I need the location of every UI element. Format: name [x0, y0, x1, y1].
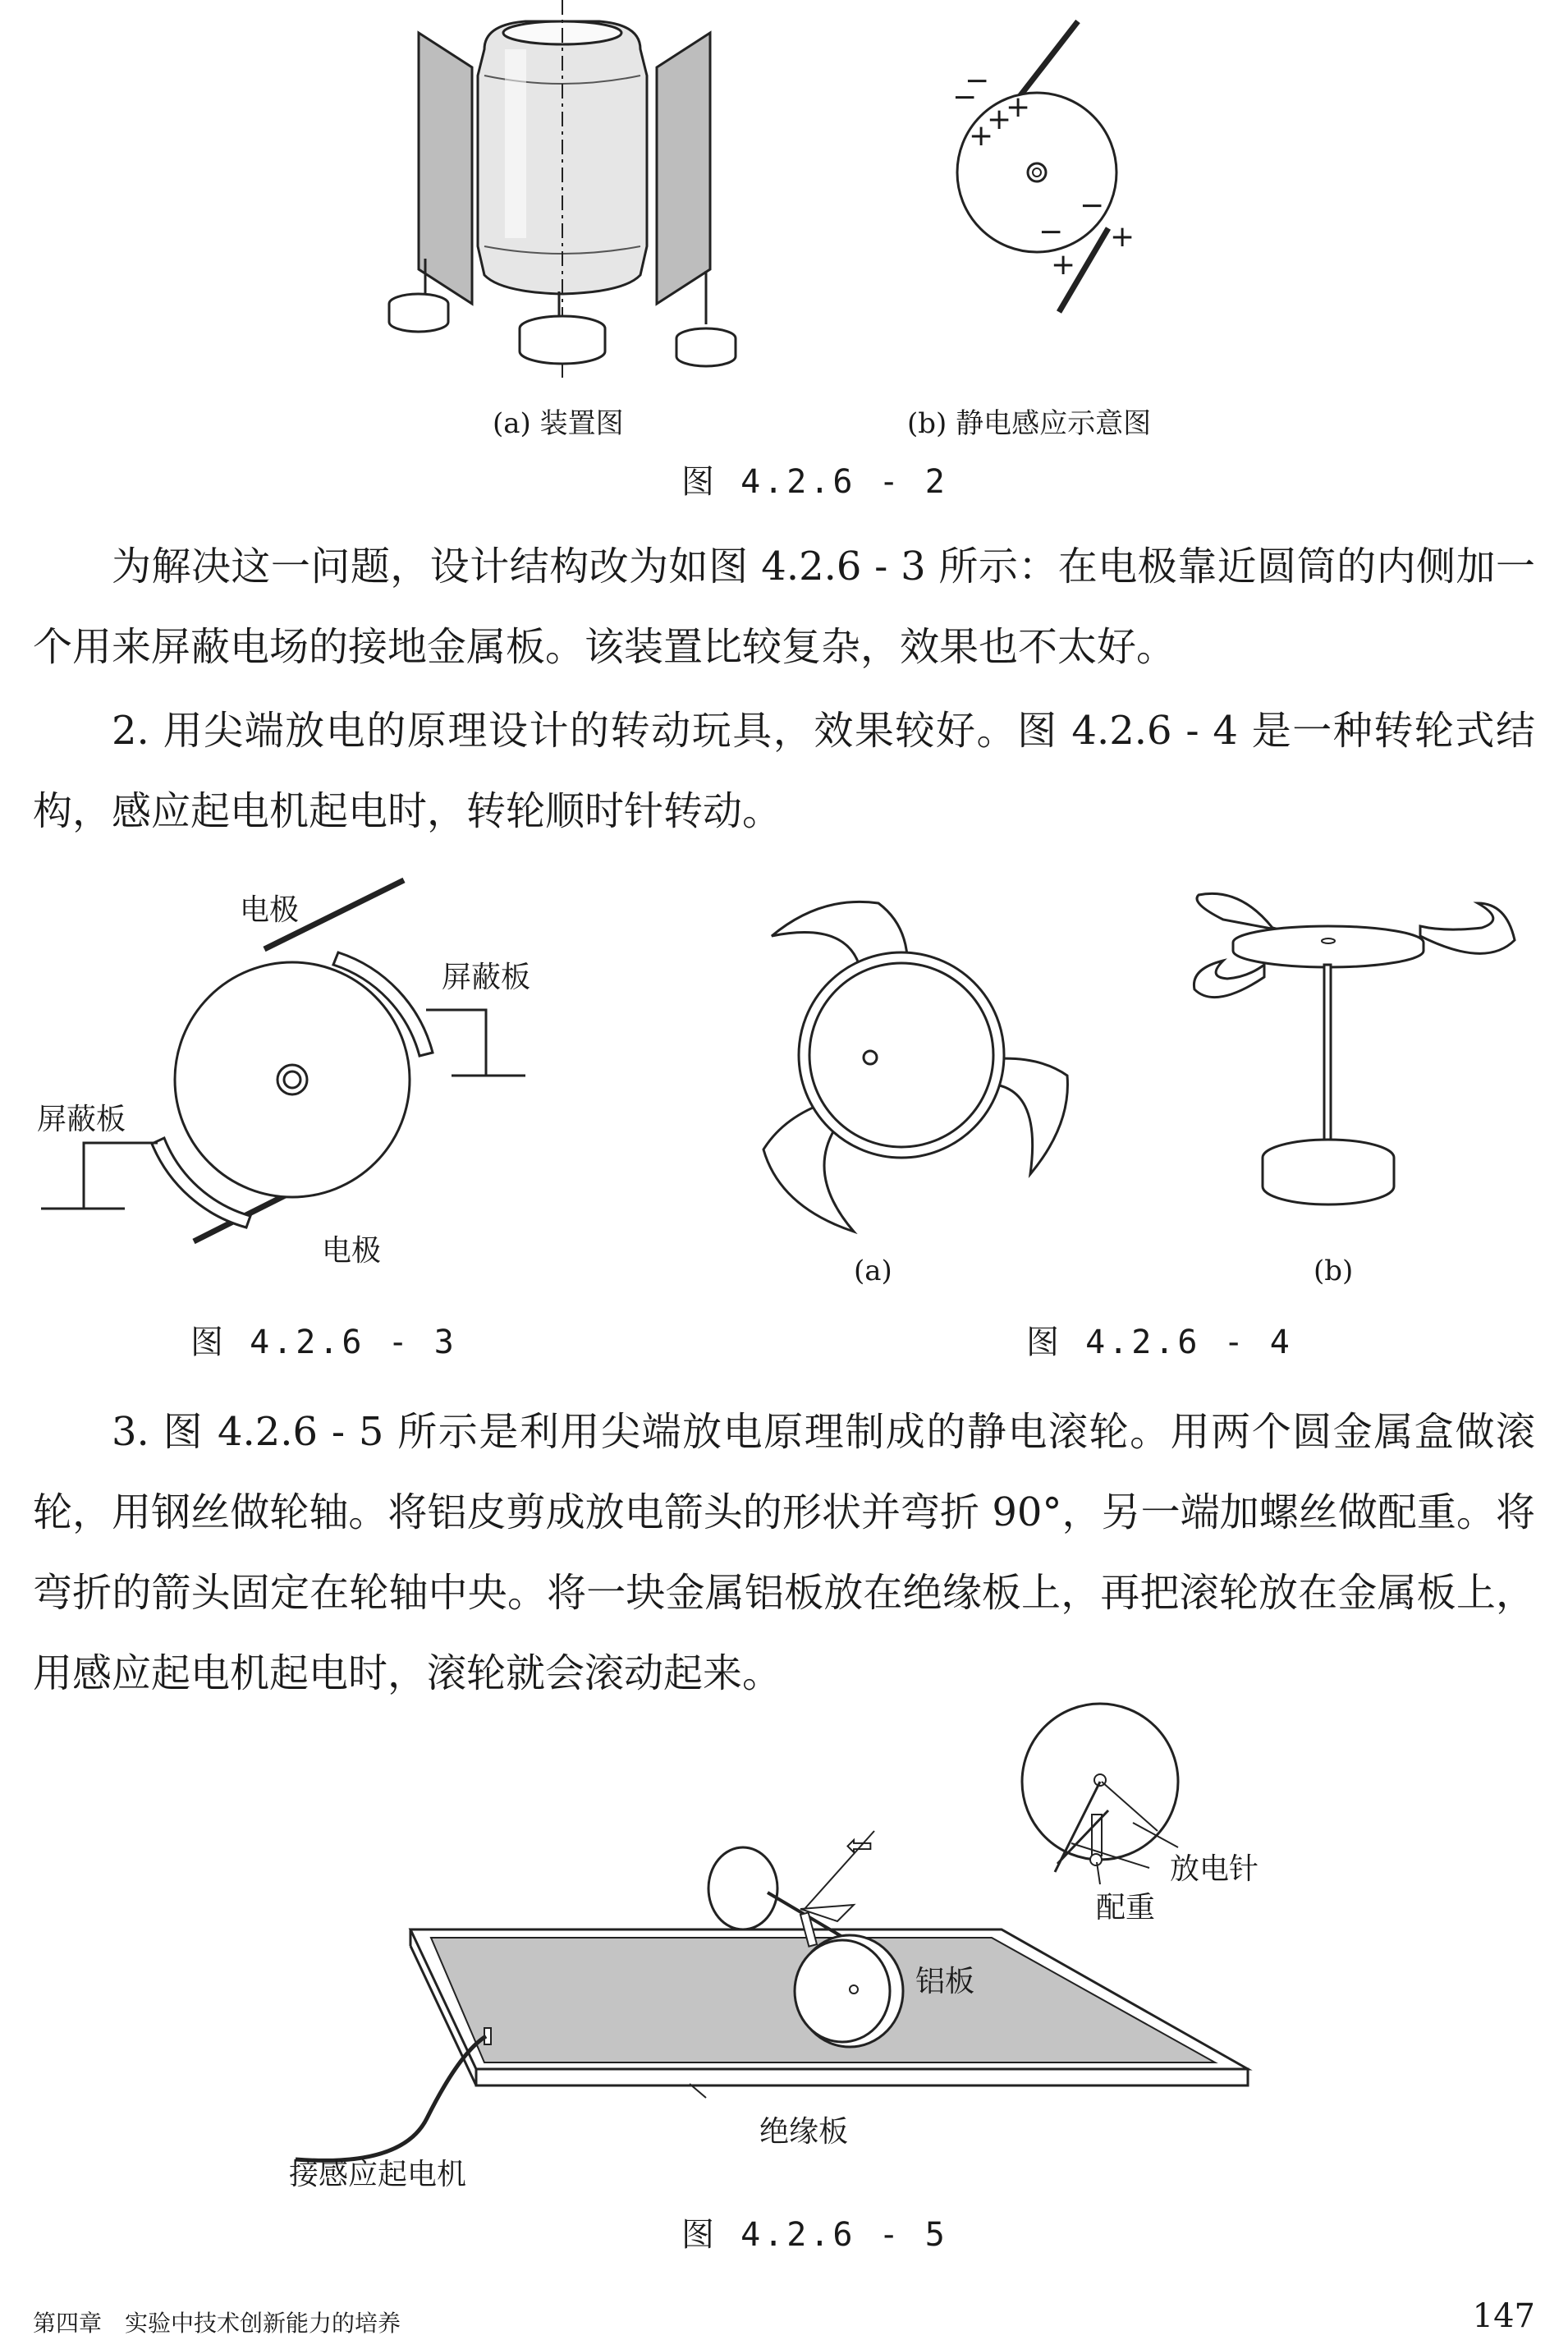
label-aluminum-plate: 铝板	[915, 1965, 975, 1998]
caption-2b: (b) 静电感应示意图	[907, 407, 1152, 440]
caption-2a: (a) 装置图	[493, 407, 624, 440]
figure-4-2-6-2b-induction	[919, 8, 1166, 328]
charge-minus-2: −	[952, 80, 978, 114]
figure-title-4-2-6-4: 图 4.2.6 - 4	[1026, 1324, 1293, 1361]
label-to-machine: 接感应起电机	[289, 2158, 467, 2191]
label-discharge-needle: 放电针	[1170, 1852, 1259, 1886]
figure-title-4-2-6-5: 图 4.2.6 - 5	[681, 2216, 948, 2254]
charge-plus-3: +	[969, 119, 994, 153]
page-number: 147	[1472, 2297, 1535, 2335]
charge-minus-1: −	[965, 64, 990, 98]
label-electrode-bottom: 电极	[322, 1234, 382, 1268]
figure-title-4-2-6-3: 图 4.2.6 - 3	[190, 1324, 457, 1361]
charge-plus-1: +	[1006, 90, 1031, 124]
caption-4a: (a)	[854, 1255, 892, 1287]
label-shield-left: 屏蔽板	[37, 1103, 126, 1136]
label-insulating-board: 绝缘板	[759, 2115, 849, 2149]
charge-minus-3: −	[1080, 189, 1105, 223]
footer-chapter: 第四章 实验中技术创新能力的培养	[33, 2310, 401, 2337]
paragraph-1: 为解决这一问题，设计结构改为如图 4.2.6 - 3 所示：在电极靠近圆筒的内侧加一个用来屏蔽电场的接地金属板。该装置比较复杂，效果也不太好。	[33, 544, 1535, 670]
direction-arrow: ⇦	[846, 1827, 873, 1865]
upper-electrode	[1018, 21, 1078, 99]
left-metal-plate	[419, 33, 472, 304]
roller-left-wheel	[708, 1847, 777, 1929]
figure-4-2-6-4b-stand	[1174, 887, 1543, 1232]
charge-minus-4: −	[1038, 215, 1064, 249]
caption-4b: (b)	[1314, 1255, 1354, 1287]
figure-4-2-6-2a-apparatus	[361, 0, 772, 386]
right-metal-plate	[657, 33, 710, 304]
charge-plus-2: +	[987, 103, 1012, 136]
label-shield-right: 屏蔽板	[442, 961, 531, 994]
label-electrode-top: 电极	[240, 893, 300, 927]
label-counterweight: 配重	[1096, 1891, 1156, 1925]
charge-plus-5: +	[1051, 248, 1076, 282]
figure-title-4-2-6-2: 图 4.2.6 - 2	[681, 463, 948, 501]
figure-4-2-6-4a-wheel	[714, 879, 1092, 1248]
paragraph-2: 2. 用尖端放电的原理设计的转动玩具，效果较好。图 4.2.6 - 4 是一种转轮式结构，感应起电机起电时，转轮顺时针转动。	[33, 708, 1535, 834]
figure-4-2-6-3-diagram	[33, 862, 566, 1256]
wire-to-machine	[296, 2036, 486, 2160]
charge-plus-4: +	[1110, 220, 1135, 254]
paragraph-3: 3. 图 4.2.6 - 5 所示是利用尖端放电原理制成的静电滚轮。用两个圆金属盒做滚轮，用钢丝做轮轴。将铝皮剪成放电箭头的形状并弯折 90°，另一端加螺丝做配重。将弯折的箭头固定在轮轴中央。将一块金属铝板放在绝缘板上，再把滚轮放在金属板上，用感应起电机起电时，滚轮就会滚动起来。	[33, 1409, 1535, 1696]
